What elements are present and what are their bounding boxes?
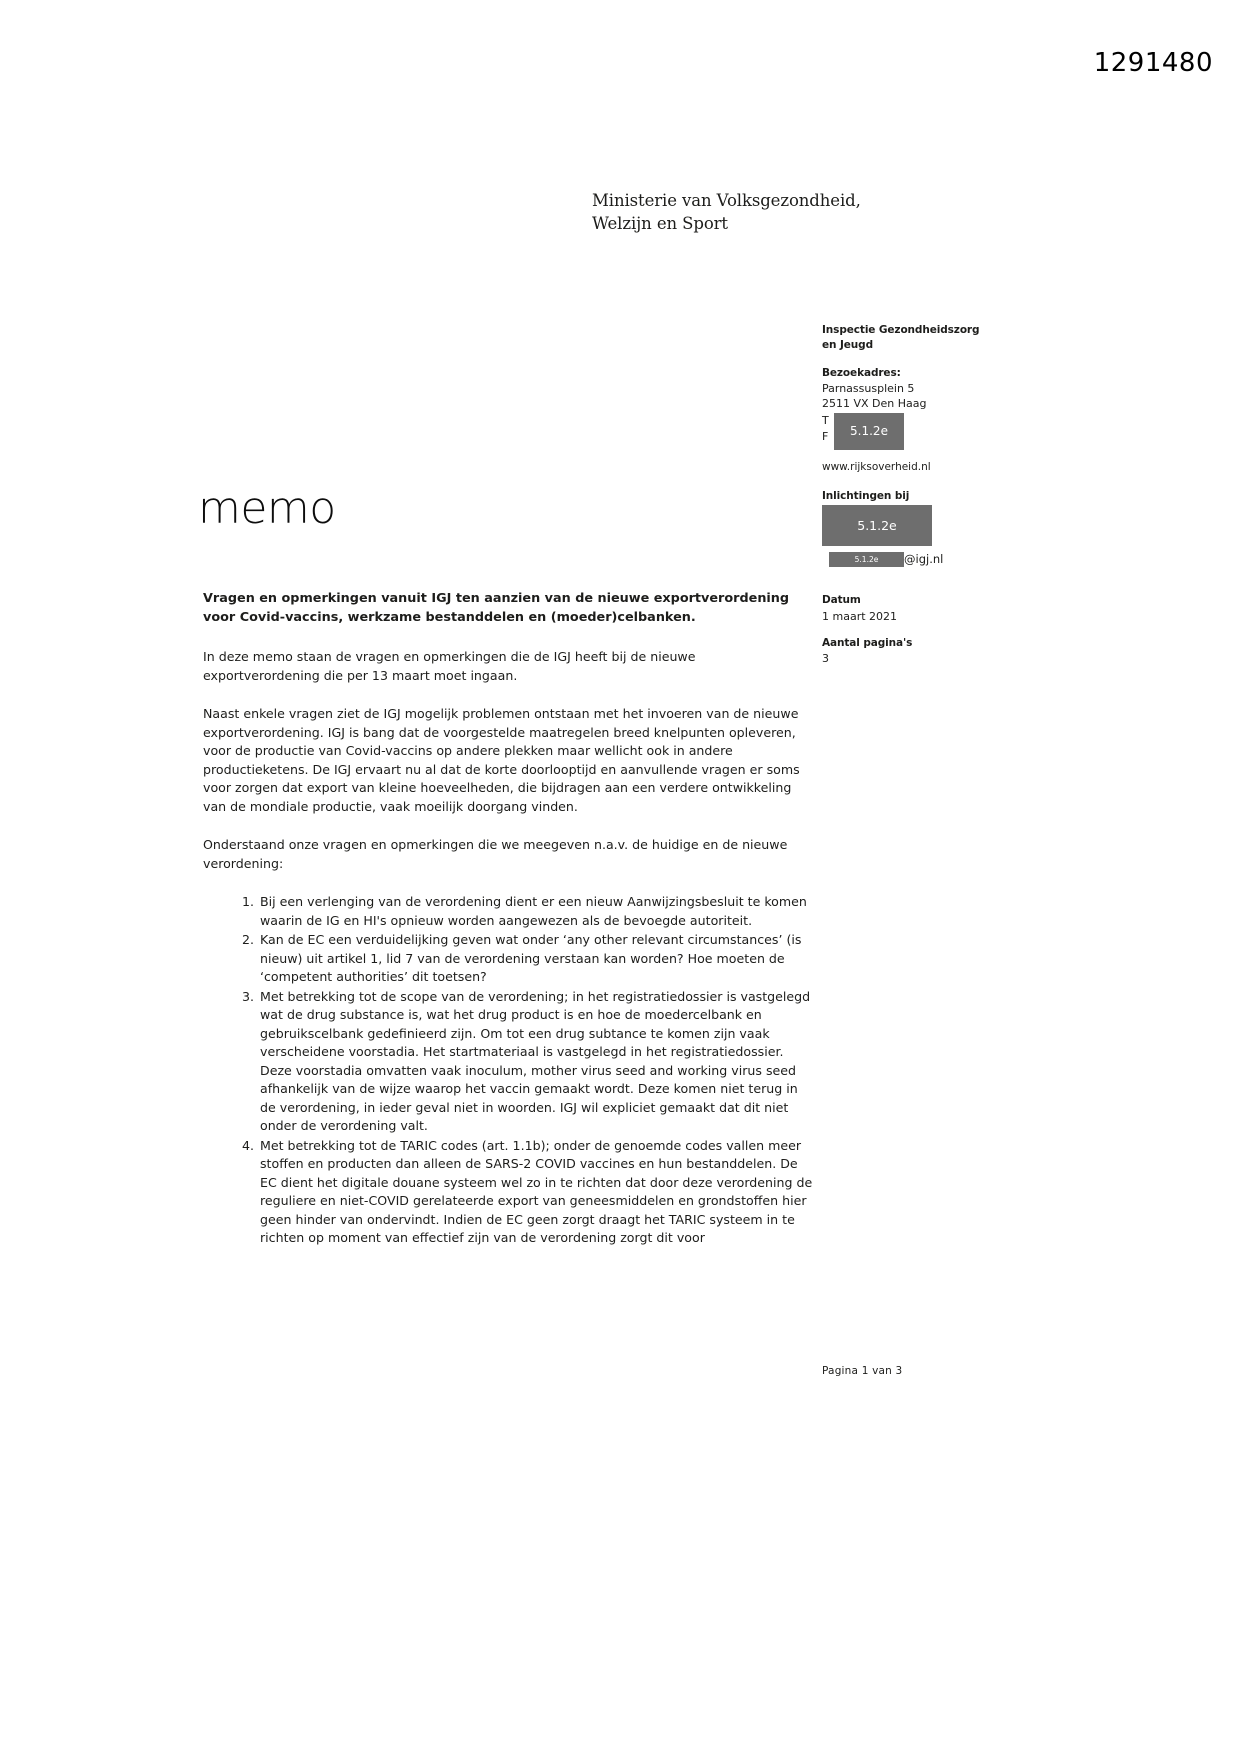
memo-numbered-list: [203, 893, 815, 1248]
visiting-address-label: Bezoekadres:: [822, 366, 901, 379]
date-block: [822, 593, 1082, 625]
list-item: Bij een verlenging van de verordening dient er een nieuw Aanwijzingsbesluit te komen waarin de IG en HI's opnieuw worden aangewezen als de bevoegde autoriteit.: [260, 894, 807, 928]
page-count-value: 3: [822, 652, 829, 666]
memo-body: [203, 590, 815, 1249]
contact-label: Inlichtingen bij: [822, 489, 910, 502]
organisation-block: [822, 323, 1082, 353]
redaction-box-phone-fax: 5.1.2e: [834, 413, 904, 450]
email-domain-suffix: @igj.nl: [904, 551, 944, 566]
sidebar-meta-column: [822, 323, 1082, 667]
contact-email-row: [822, 552, 1082, 567]
ministry-line-2: Welzijn en Sport: [592, 213, 728, 233]
memo-paragraph-3: Onderstaand onze vragen en opmerkingen die we meegeven n.a.v. de huidige en de nieuwe verordening:: [203, 837, 788, 871]
page-footer: Pagina 1 van 3: [822, 1365, 903, 1377]
page-count-block: [822, 636, 1082, 667]
phone-label: T: [822, 413, 829, 427]
redaction-box-contact-name: 5.1.2e: [822, 505, 932, 546]
organisation-line-2: en Jeugd: [822, 338, 873, 351]
list-item: Kan de EC een verduidelijking geven wat onder ‘any other relevant circumstances’ (is nieuw) uit artikel 1, lid 7 van de verordening verstaan kan worden? Hoe moeten de ‘competent authorities’ dit toetsen?: [260, 932, 802, 985]
fax-label: F: [822, 429, 829, 443]
list-item: Met betrekking tot de scope van de verordening; in het registratiedossier is vastgelegd wat de drug substance is, wat het drug product is en hoe de moedercelbank en gebruikscelbank gedefinieerd zijn. Om tot een drug subtance te komen zijn vaak verscheidene voorstadia. Het startmateriaal is vastgelegd in het registratiedossier. Deze voorstadia omvatten vaak inoculum, mother virus seed and working virus seed afhankelijk van de wijze waarop het vaccin gemaakt wordt. Deze komen niet terug in de verordening, in ieder geval niet in woorden. IGJ wil expliciet gemaakt dat dit niet onder de verordening valt.: [260, 988, 811, 1134]
contact-block: [822, 489, 1082, 567]
date-label: Datum: [822, 593, 861, 606]
visiting-address-city: 2511 VX Den Haag: [822, 397, 927, 411]
visiting-address-street: Parnassusplein 5: [822, 381, 915, 395]
page-count-label: Aantal pagina's: [822, 637, 913, 650]
website-url: www.rijksoverheid.nl: [822, 460, 931, 473]
phone-fax-block: [822, 413, 1082, 445]
document-number: 1291480: [1093, 48, 1213, 78]
ministry-wordmark: [592, 190, 861, 236]
ministry-line-1: Ministerie van Volksgezondheid,: [592, 191, 861, 210]
visiting-address-block: [822, 366, 1082, 475]
memo-heading: memo: [198, 483, 336, 534]
memo-paragraph-1: In deze memo staan de vragen en opmerkingen die de IGJ heeft bij de nieuwe exportverordening die per 13 maart moet ingaan.: [203, 649, 696, 683]
list-item: Met betrekking tot de TARIC codes (art. 1.1b); onder de genoemde codes vallen meer stoffen en producten dan alleen de SARS-2 COVID vaccines en hun bestanddelen. De EC dient het digitale douane systeem wel zo in te richten dat door deze verordening de reguliere en niet-COVID gerelateerde export van geneesmiddelen en grondstoffen hier geen hinder van ondervindt. Indien de EC geen zorgt draagt het TARIC systeem in te richten op moment van effectief zijn van de verordening zorgt dit voor: [260, 1137, 813, 1246]
date-value: 1 maart 2021: [822, 609, 898, 623]
memo-subject: Vragen en opmerkingen vanuit IGJ ten aanzien van de nieuwe exportverordening voor Covid-vaccins, werkzame bestanddelen en (moeder)celbanken.: [203, 591, 790, 625]
organisation-line-1: Inspectie Gezondheidszorg: [822, 324, 980, 336]
memo-paragraph-2: Naast enkele vragen ziet de IGJ mogelijk problemen ontstaan met het invoeren van de nieuwe exportverordening. IGJ is bang dat de voorgestelde maatregelen breed knelpunten opleveren, voor de productie van Covid-vaccins op andere plekken maar wellicht ook in andere productieketens. De IGJ ervaart nu al dat de korte doorlooptijd en aanvullende vragen er soms voor zorgen dat export van kleine hoeveelheden, die bijdragen aan een verdere ontwikkeling van de mondiale productie, vaak moeilijk doorgang vinden.: [203, 706, 800, 814]
redaction-box-email-local: 5.1.2e: [829, 552, 904, 567]
